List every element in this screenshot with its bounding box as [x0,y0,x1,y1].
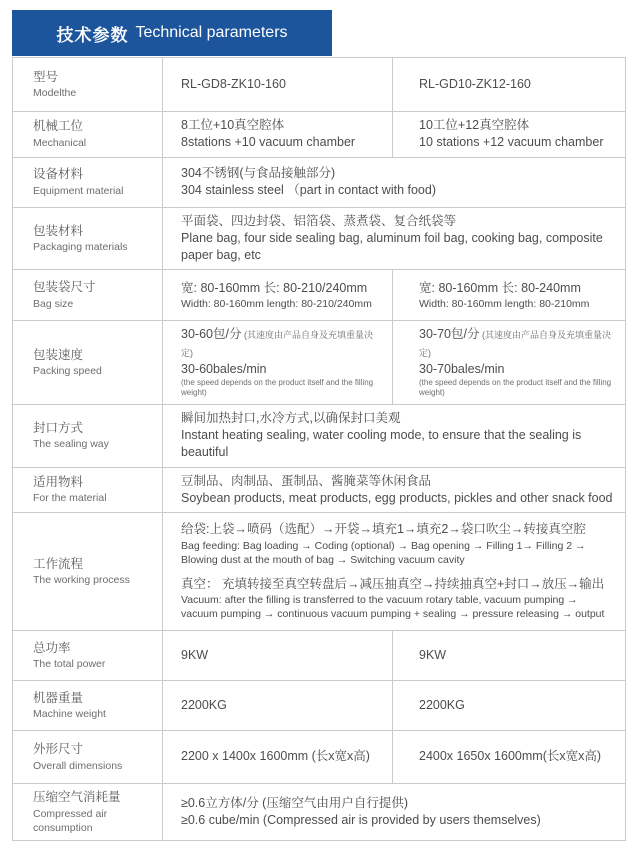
value-cell-col1 [163,270,393,320]
cell-line: Plane bag, four side sealing bag, aluminum foil bag, cooking bag, composite paper bag, etc [181,230,603,262]
value-cell-span [163,468,625,513]
value-cell-col2 [393,681,625,730]
row-values [163,208,625,270]
value-cell-col2 [393,58,625,111]
value-cell-span [163,405,625,467]
value-cell-col1 [163,681,393,730]
row-label-zh: 型号 [33,69,59,84]
row-label-zh: 外形尺寸 [33,742,84,757]
table-row-compressed-air-consumption [13,784,625,840]
table-row-equipment-material [13,158,625,208]
cell-line-note: (其速度由产品自身及充填重量决定) [181,330,373,358]
cell-line: 10工位+12真空腔体 [419,118,530,132]
cell-line: 2200KG [181,697,227,712]
row-label-en: Compressed air consumption [33,807,108,834]
cell-line: 2200 x 1400x 1600mm (长x宽x高) [181,749,370,764]
row-label-en: For the material [33,492,107,505]
table-row-model [13,58,625,112]
cell-line: 8工位+10真空腔体 [181,118,285,132]
cell-line: Width: 80-160mm length: 80-210mm [419,297,590,310]
cell-line: 2400x 1650x 1600mm(长x宽x高) [419,749,602,764]
row-label-en: Machine weight [33,708,106,721]
cell-line: 2200KG [419,697,465,712]
row-label-zh: 机械工位 [33,119,84,134]
row-label [13,784,163,840]
row-values [163,112,625,157]
row-values [163,58,625,111]
cell-line: 宽: 80-160mm 长: 80-210/240mm [181,280,368,295]
cell-line: (the speed depends on the product itself and the filling weight) [419,378,612,398]
cell-line: 30-60bales/min [181,361,267,376]
row-label-en: Bag size [33,297,74,310]
row-values [163,405,625,467]
table-row-for-the-material [13,468,625,514]
cell-line: 豆制品、肉制品、蛋制品、酱腌菜等休闲食品 [181,473,432,488]
value-cell-span [163,784,625,840]
cell-line: Instant heating sealing, water cooling mode, to ensure that the sealing is beautiful [181,428,582,460]
cell-line: 宽: 80-160mm 长: 80-240mm [419,280,581,295]
cell-line: 瞬间加热封口,水冷方式,以确保封口美观 [181,410,401,425]
table-row-sealing-way [13,405,625,468]
cell-line: Soybean products, meat products, egg products, pickles and other snack food [181,490,613,505]
cell-line: 304不锈钢(与食品接触部分) [181,165,336,180]
row-label [13,321,163,404]
row-label [13,208,163,270]
parameters-table [12,57,626,841]
spec-sheet [12,10,626,841]
row-values [163,731,625,783]
table-row-overall-dimensions [13,731,625,784]
row-label-en: Overall dimensions [33,759,123,772]
row-label [13,731,163,783]
cell-line: 9KW [419,647,447,662]
row-label [13,513,163,630]
table-row-bag-size [13,270,625,321]
row-values [163,784,625,840]
cell-line: ≥0.6立方体/分 (压缩空气由用户自行提供) [181,795,409,810]
row-label [13,405,163,467]
row-label-zh: 设备材料 [33,167,84,182]
table-row-machine-weight [13,681,625,731]
row-label [13,58,163,111]
cell-line: 30-70bales/min [419,361,505,376]
table-row-packaging-materials [13,208,625,271]
row-label-en: Modelthe [33,87,77,100]
value-cell-col1 [163,631,393,680]
row-label-zh: 封口方式 [33,420,84,435]
value-cell-col2 [393,321,625,404]
row-values [163,321,625,404]
cell-line: RL-GD10-ZK12-160 [419,76,531,91]
row-label-zh: 适用物料 [33,474,84,489]
cell-line: 平面袋、四边封袋、铝箔袋、蒸煮袋、复合纸袋等 [181,213,457,228]
value-cell-col2 [393,112,625,157]
table-row-packing-speed [13,321,625,405]
cell-line: 8stations +10 vacuum chamber [181,135,356,150]
row-label-zh: 包装材料 [33,223,84,238]
cell-line: ≥0.6 cube/min (Compressed air is provided by users themselves) [181,812,541,827]
cell-line: 9KW [181,647,209,662]
row-values [163,513,625,630]
cell-line: Width: 80-160mm length: 80-210/240mm [181,297,372,310]
row-label-zh: 总功率 [33,640,71,655]
row-values [163,158,625,207]
table-row-total-power [13,631,625,681]
value-cell-col2 [393,270,625,320]
row-label [13,270,163,320]
value-cell-span [163,208,625,270]
row-values [163,631,625,680]
row-label-zh: 工作流程 [33,556,84,571]
value-cell-span [163,158,625,207]
row-label-zh: 机器重量 [33,690,84,705]
section-header-banner [12,10,332,56]
row-label-en: Mechanical [33,136,87,149]
section-title-en: Technical parameters [135,24,288,41]
value-cell-col2 [393,731,625,783]
row-label-en: The working process [33,574,130,587]
cell-line: 30-60包/分 (其速度由产品自身及充填重量决定) [181,327,373,358]
cell-line: 10 stations +12 vacuum chamber [419,135,604,150]
row-label-en: Packaging materials [33,241,128,254]
table-row-mechanical-stations [13,112,625,158]
row-label-en: Equipment material [33,184,124,197]
cell-line: 304 stainless steel （part in contact with food) [181,183,436,197]
cell-line: 30-70包/分 (其速度由产品自身及充填重量决定) [419,327,611,358]
row-values [163,681,625,730]
value-cell-col1 [163,731,393,783]
row-values [163,468,625,513]
row-label-en: Packing speed [33,365,102,378]
value-cell-col1 [163,321,393,404]
cell-line: 真空： 充填转接至真空转盘后→减压抽真空→持续抽真空+封口→放压→输出 [181,577,605,592]
value-cell-col1 [163,112,393,157]
row-label-en: The total power [33,658,106,671]
cell-line: Vacuum: after the filling is transferred to the vacuum rotary table, vacuum pumping → vacuum pumping → continuous vacuum pumping + sealing → pressure releasing → output [181,594,605,621]
row-label-zh: 包装袋尺寸 [33,280,96,295]
row-label-zh: 包装速度 [33,347,84,362]
row-label [13,631,163,680]
table-row-working-process [13,513,625,631]
cell-line: RL-GD8-ZK10-160 [181,76,286,91]
row-label [13,112,163,157]
row-label [13,681,163,730]
value-cell-span [163,513,625,630]
section-title-zh: 技术参数 [56,25,129,45]
row-values [163,270,625,320]
cell-line: 给袋:上袋→喷码（选配）→开袋→填充1→填充2→袋口吹尘→转接真空腔 [181,522,586,537]
cell-line: (the speed depends on the product itself and the filling weight) [181,378,374,398]
cell-line: Bag feeding: Bag loading → Coding (optional) → Bag opening → Filling 1→ Filling 2 → Blowing dust at the mouth of bag → Switching vacuum cavity [181,539,586,566]
row-label [13,158,163,207]
row-label-zh: 压缩空气消耗量 [33,790,121,805]
value-cell-col1 [163,58,393,111]
row-label-en: The sealing way [33,438,109,451]
value-cell-col2 [393,631,625,680]
row-label [13,468,163,513]
cell-line-note: (其速度由产品自身及充填重量决定) [419,330,611,358]
